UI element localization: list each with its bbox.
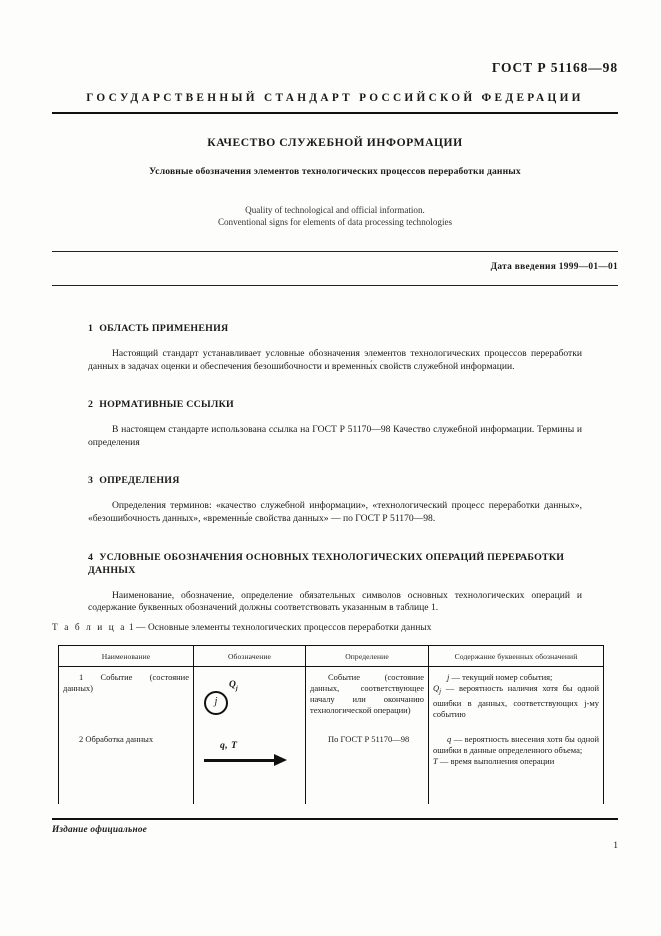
elements-table xyxy=(58,645,604,804)
section-paragraph-3: Определения терминов: «качество служебной информации», «технологический процесс переработки данных», «безошибочность данных», «временны́е свойства данных» — по ГОСТ Р 51170—98. xyxy=(88,500,582,524)
section-heading-2 xyxy=(88,398,582,411)
footer-note: Издание официальное xyxy=(52,825,147,835)
arrow-label: q, T xyxy=(220,739,238,751)
processing-arrow-icon xyxy=(198,740,290,772)
row-2-letters xyxy=(429,729,604,804)
arrow-shaft xyxy=(204,759,276,762)
table-caption-number: 1 xyxy=(128,623,134,633)
divider-footer xyxy=(52,818,618,820)
row-2-text-2: — время выполнения операции xyxy=(439,755,555,766)
row-1-var-2: Q xyxy=(433,683,440,693)
section-paragraph-2: В настоящем стандарте использована ссылка на ГОСТ Р 51170—98 Качество служебной информации. Термины и определения xyxy=(88,424,582,448)
table-header-name: Наименование xyxy=(59,646,194,667)
section-number-2: 2 xyxy=(88,399,94,411)
section-number-3: 3 xyxy=(88,475,94,487)
row-1-symbol xyxy=(194,667,306,729)
row-1-sub-2: j xyxy=(439,687,442,696)
table-header-symbol: Обозначение xyxy=(194,646,306,667)
section-paragraph-4: Наименование, обозначение, определение обязательных символов основных технологических операций и содержание буквенных обозначений должны соответствовать указанным в таблице 1. xyxy=(88,589,582,614)
standard-number: ГОСТ Р 51168—98 xyxy=(491,60,618,75)
arrow-head xyxy=(274,754,287,766)
section-heading-4 xyxy=(88,551,582,577)
document-title: КАЧЕСТВО СЛУЖЕБНОЙ ИНФОРМАЦИИ xyxy=(207,136,463,149)
section-heading-3 xyxy=(88,474,582,487)
table-header-letters: Содержание буквенных обозначений xyxy=(429,646,604,667)
section-number-4: 4 xyxy=(88,551,94,563)
row-1-name: 1 Событие (состояние данных) xyxy=(59,667,194,729)
row-1-text-2: — вероятность наличия хотя бы одной ошибки в данных, соответствующих j-му событию xyxy=(433,683,599,719)
table-row xyxy=(59,729,604,804)
row-2-var-2: T xyxy=(433,755,438,766)
section-title-2: НОРМАТИВНЫЕ ССЫЛКИ xyxy=(99,399,234,411)
event-circle-shape xyxy=(204,691,228,715)
row-2-symbol xyxy=(194,729,306,804)
section-title-3: ОПРЕДЕЛЕНИЯ xyxy=(99,475,180,487)
document-subtitle: Условные обозначения элементов технологических процессов переработки данных xyxy=(149,166,521,177)
row-1-var-1: j xyxy=(447,672,450,682)
table-caption-text: Основные элементы технологических процессов переработки данных xyxy=(147,623,432,633)
event-probability-var: Q xyxy=(229,680,236,690)
english-title-line-1: Quality of technological and official information. xyxy=(245,205,425,215)
row-2-text-1: — вероятность внесения хотя бы одной ошибки в данные определенного объема; xyxy=(433,733,599,755)
table-header-definition: Определение xyxy=(306,646,429,667)
event-probability-label xyxy=(229,680,238,694)
english-title-line-2: Conventional signs for elements of data processing technologies xyxy=(217,216,453,227)
event-circle-inner-label: j xyxy=(214,696,218,708)
row-2-definition: По ГОСТ Р 51170—98 xyxy=(306,729,429,804)
divider-top xyxy=(52,112,618,114)
event-circle-icon xyxy=(198,680,250,720)
row-1-definition: Событие (состояние данных, соответствующее началу или окончанию технологической операции) xyxy=(306,667,429,729)
table-row xyxy=(59,667,604,729)
table-wrapper xyxy=(58,645,603,804)
section-paragraph-1: Настоящий стандарт устанавливает условные обозначения элементов технологических процессов переработки данных в задачах оценки и обеспечения безошибочности и временны́х свойств служебной информации. xyxy=(88,348,582,372)
event-probability-sub: j xyxy=(235,684,238,692)
row-1-letters xyxy=(429,667,604,729)
table-caption-label: Т а б л и ц а xyxy=(52,623,127,633)
row-2-var-1: q xyxy=(447,733,452,744)
introduction-date: Дата введения 1999—01—01 xyxy=(490,262,618,272)
table-header-row xyxy=(59,646,604,667)
section-title-1: ОБЛАСТЬ ПРИМЕНЕНИЯ xyxy=(99,323,229,334)
row-1-text-1: — текущий номер события; xyxy=(451,672,553,682)
page-number: 1 xyxy=(613,840,618,851)
section-heading-1 xyxy=(88,322,582,335)
divider-middle xyxy=(52,251,618,252)
authority-line: ГОСУДАРСТВЕННЫЙ СТАНДАРТ РОССИЙСКОЙ ФЕДЕРАЦИИ xyxy=(86,92,584,104)
section-title-4: УСЛОВНЫЕ ОБОЗНАЧЕНИЯ ОСНОВНЫХ ТЕХНОЛОГИЧЕСКИХ ОПЕРАЦИЙ ПЕРЕРАБОТКИ ДАННЫХ xyxy=(88,551,565,576)
row-2-name: 2 Обработка данных xyxy=(59,729,194,804)
divider-below-date xyxy=(52,285,618,286)
section-number-1: 1 xyxy=(88,323,94,334)
document-body xyxy=(88,322,582,615)
english-title xyxy=(52,205,618,228)
table-caption xyxy=(52,623,432,633)
table-caption-dash: — xyxy=(136,623,146,633)
